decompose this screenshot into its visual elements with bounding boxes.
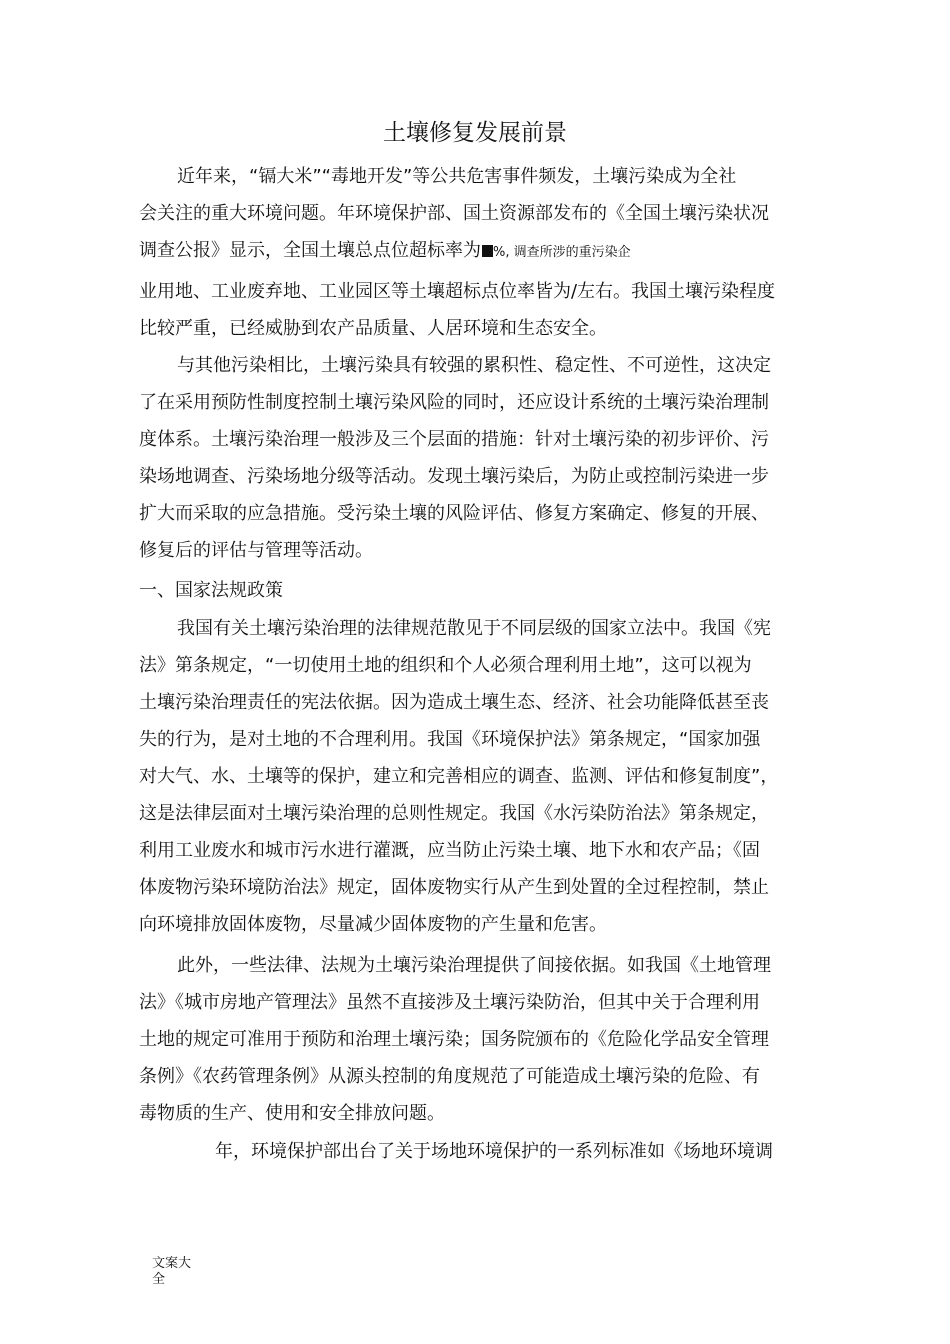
- text-segment: %, 调查所涉的重污染企: [493, 245, 631, 260]
- text-line: 近年来，“镉大米”“毒地开发”等公共危害事件频发，土壤污染成为全社: [177, 166, 737, 187]
- text-line: [139, 238, 819, 266]
- text-line: 年，环境保护部出台了关于场地环境保护的一系列标准如《场地环境调: [215, 1141, 773, 1162]
- text-line: 利用工业废水和城市污水进行灌溉，应当防止污染土壤、地下水和农产品；《固: [139, 840, 760, 861]
- section-heading: 一、国家法规政策: [139, 580, 283, 601]
- text-line: 了在采用预防性制度控制土壤污染风险的同时，还应设计系统的土壤污染治理制: [139, 392, 769, 413]
- text-line: 体废物污染环境防治法》规定，固体废物实行从产生到处置的全过程控制，禁止: [139, 877, 769, 898]
- redacted-square-icon: [482, 245, 493, 257]
- text-line: 土地的规定可准用于预防和治理土壤污染；国务院颁布的《危险化学品安全管理: [139, 1029, 769, 1050]
- text-line: 此外，一些法律、法规为土壤污染治理提供了间接依据。如我国《土地管理: [177, 955, 771, 976]
- text-line: 毒物质的生产、使用和安全排放问题。: [139, 1103, 445, 1124]
- text-line: 这是法律层面对土壤污染治理的总则性规定。我国《水污染防治法》第条规定，: [139, 803, 769, 824]
- text-line: 扩大而采取的应急措施。受污染土壤的风险评估、修复方案确定、修复的开展、: [139, 503, 769, 524]
- text-line: 我国有关土壤污染治理的法律规范散见于不同层级的国家立法中。我国《宪: [177, 618, 771, 639]
- text-line: 业用地、工业废弃地、工业园区等土壤超标点位率皆为/左右。我国土壤污染程度: [139, 281, 776, 302]
- text-line: 法》第条规定，“一切使用土地的组织和个人必须合理利用土地”，这可以视为: [139, 655, 752, 676]
- text-line: 比较严重，已经威胁到农产品质量、人居环境和生态安全。: [139, 318, 607, 339]
- text-line: 法》《城市房地产管理法》虽然不直接涉及土壤污染防治，但其中关于合理利用: [139, 992, 760, 1013]
- text-line: 与其他污染相比，土壤污染具有较强的累积性、稳定性、不可逆性，这决定: [177, 355, 771, 376]
- text-line: 会关注的重大环境问题。年环境保护部、国土资源部发布的《全国土壤污染状况: [139, 203, 769, 224]
- text-line: 修复后的评估与管理等活动。: [139, 540, 373, 561]
- text-line: 失的行为，是对土地的不合理利用。我国《环境保护法》第条规定，“国家加强: [139, 729, 761, 750]
- text-line: 条例》《农药管理条例》从源头控制的角度规范了可能造成土壤污染的危险、有: [139, 1066, 760, 1087]
- text-line: 对大气、水、土壤等的保护，建立和完善相应的调查、监测、评估和修复制度”，: [139, 766, 779, 787]
- text-line: 土壤污染治理责任的宪法依据。因为造成土壤生态、经济、社会功能降低甚至丧: [139, 692, 769, 713]
- page-footer: 文案大全: [152, 1256, 192, 1287]
- text-segment: 调查公报》显示，全国土壤总点位超标率为: [139, 240, 481, 261]
- text-line: 度体系。土壤污染治理一般涉及三个层面的措施：针对土壤污染的初步评价、污: [139, 429, 769, 450]
- text-line: 染场地调查、污染场地分级等活动。发现土壤污染后，为防止或控制污染进一步: [139, 466, 769, 487]
- text-line: 向环境排放固体废物，尽量减少固体废物的产生量和危害。: [139, 914, 607, 935]
- document-title: 土壤修复发展前景: [383, 120, 567, 146]
